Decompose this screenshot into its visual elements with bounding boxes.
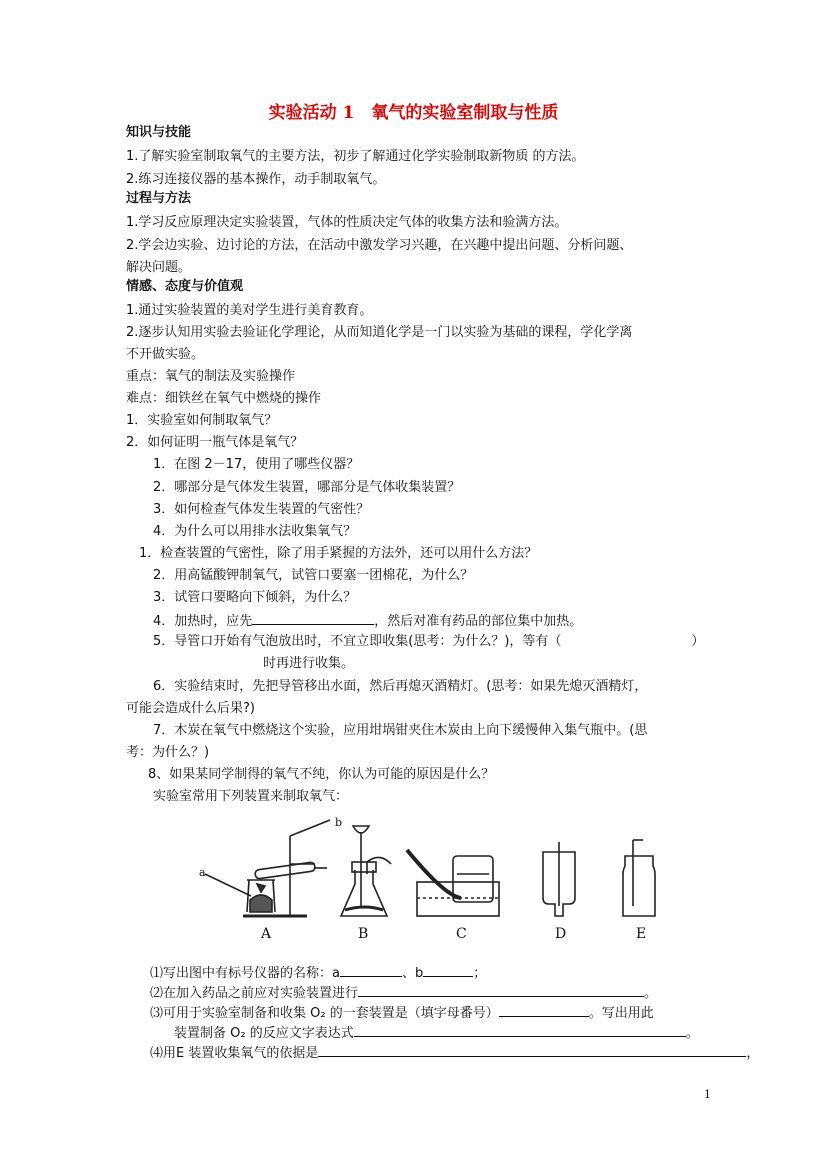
apparatus-figure bbox=[195, 812, 665, 948]
key-point: 重点：氧气的制法及实验操作 bbox=[126, 369, 296, 384]
blank-b[interactable] bbox=[423, 963, 473, 977]
blank-a[interactable] bbox=[340, 963, 402, 977]
apparatus-A bbox=[205, 820, 330, 916]
question-1: 1．实验室如何制取氧气？ bbox=[126, 413, 278, 428]
think-4 bbox=[153, 611, 582, 631]
page-number: 1 bbox=[704, 1088, 711, 1101]
section-emotion: 情感、态度与价值观 bbox=[126, 279, 244, 294]
process-line-2: 2.学会边实验、边讨论的方法，在活动中激发学习兴趣，在兴趣中提出问题、分析问题、 bbox=[126, 238, 633, 253]
sub-question-4: 4．为什么可以用排水法收集氧气？ bbox=[153, 524, 357, 539]
blank-check[interactable] bbox=[358, 983, 644, 997]
blank-equation[interactable] bbox=[354, 1023, 686, 1037]
section-knowledge: 知识与技能 bbox=[126, 125, 192, 140]
knowledge-line-1: 1.了解实验室制取氧气的主要方法，初步了解通过化学实验制取新物质 的方法。 bbox=[126, 149, 585, 164]
section-process: 过程与方法 bbox=[126, 191, 192, 206]
knowledge-line-2: 2.练习连接仪器的基本操作，动手制取氧气。 bbox=[126, 172, 386, 187]
label-A: A bbox=[261, 926, 272, 942]
fill-4 bbox=[150, 1043, 759, 1063]
think-2: 2．用高锰酸钾制氧气，试管口要塞一团棉花，为什么？ bbox=[153, 568, 474, 583]
think-5-text-a: 5．导管口开始有气泡放出时，不宜立即收集(思考：为什么？)，等有（ bbox=[153, 634, 562, 649]
fill-4-text-b: ， bbox=[746, 1046, 760, 1061]
label-D: D bbox=[555, 926, 567, 942]
think-1: 1．检查装置的气密性，除了用手紧握的方法外，还可以用什么方法？ bbox=[139, 546, 538, 561]
apparatus-E bbox=[623, 840, 655, 916]
sub-question-3: 3．如何检查气体发生装置的气密性？ bbox=[153, 502, 370, 517]
mark-a: a bbox=[199, 866, 206, 879]
fill-2-text-a: ⑵在加入药品之前应对实验装置进行 bbox=[150, 986, 359, 1001]
think-6: 6．实验结束时，先把导管移出水面，然后再熄灭酒精灯。(思考：如果先熄灭酒精灯， bbox=[153, 679, 648, 694]
think-4-text-a: 4．加热时，应先 bbox=[153, 614, 253, 629]
apparatus-D bbox=[543, 842, 575, 916]
sub-question-2: 2．哪部分是气体发生装置，哪部分是气体收集装置？ bbox=[153, 480, 461, 495]
think-7: 7．木炭在氧气中燃烧这个实验，应用坩埚钳夹住木炭由上向下缓慢伸入集气瓶中。(思 bbox=[153, 723, 648, 738]
label-B: B bbox=[358, 926, 369, 942]
think-8: 8、如果某同学制得的氧气不纯，你认为可能的原因是什么？ bbox=[148, 767, 495, 782]
question-2: 2．如何证明一瓶气体是氧气？ bbox=[126, 435, 304, 450]
mark-b: b bbox=[335, 816, 343, 829]
fill-3-text-b: 。写出用此 bbox=[588, 1006, 654, 1021]
page-title: 实验活动 1 氧气的实验室制取与性质 bbox=[268, 103, 559, 123]
sub-question-1: 1．在图 2－17，使用了哪些仪器？ bbox=[153, 457, 360, 472]
apparatus-C bbox=[407, 850, 499, 916]
blank-heat-first[interactable] bbox=[252, 611, 374, 625]
emotion-line-2-cont: 不开做实验。 bbox=[126, 347, 205, 362]
think-6-cont: 可能会造成什么后果?) bbox=[126, 701, 255, 716]
difficult-point: 难点：细铁丝在氧气中燃烧的操作 bbox=[126, 391, 322, 406]
fill-1-text-a: ⑴写出图中有标号仪器的名称：a bbox=[150, 966, 340, 981]
fill-1-text-c: ； bbox=[473, 966, 487, 981]
fill-4-text-a: ⑷用E 装置收集氧气的依据是 bbox=[150, 1046, 319, 1061]
think-5 bbox=[153, 633, 704, 651]
figure-intro: 实验室常用下列装置来制取氧气： bbox=[153, 789, 349, 804]
fill-1 bbox=[150, 963, 486, 983]
process-line-2-cont: 解决问题。 bbox=[126, 260, 192, 275]
fill-3-cont bbox=[174, 1023, 699, 1043]
apparatus-B bbox=[341, 826, 391, 916]
think-3: 3．试管口要略向下倾斜，为什么？ bbox=[153, 590, 357, 605]
think-5-cont: 时再进行收集。 bbox=[263, 656, 355, 671]
blank-apparatus[interactable] bbox=[499, 1003, 589, 1017]
process-line-1: 1.学习反应原理决定实验装置，气体的性质决定气体的收集方法和验满方法。 bbox=[126, 215, 568, 230]
fill-1-text-b: 、b bbox=[401, 966, 424, 981]
fill-3-text-c: 装置制备 O₂ 的反应文字表达式 bbox=[174, 1026, 354, 1041]
emotion-line-1: 1.通过实验装置的美对学生进行美育教育。 bbox=[126, 303, 373, 318]
label-C: C bbox=[456, 926, 467, 942]
think-7-cont: 考：为什么？) bbox=[126, 745, 210, 760]
fill-3-text-a: ⑶可用于实验室制备和收集 O₂ 的一套装置是（填字母番号） bbox=[150, 1006, 499, 1021]
fill-3 bbox=[150, 1003, 654, 1023]
emotion-line-2: 2.逐步认知用实验去验证化学理论，从而知道化学是一门以实验为基础的课程，学化学离 bbox=[126, 325, 633, 340]
think-5-text-b: ） bbox=[691, 634, 705, 649]
fill-2-text-b: 。 bbox=[644, 986, 658, 1001]
fill-2 bbox=[150, 983, 657, 1003]
label-E: E bbox=[636, 926, 647, 942]
fill-3-text-d: 。 bbox=[685, 1026, 699, 1041]
blank-basis[interactable] bbox=[318, 1043, 746, 1057]
think-4-text-b: ，然后对准有药品的部位集中加热。 bbox=[374, 614, 583, 629]
